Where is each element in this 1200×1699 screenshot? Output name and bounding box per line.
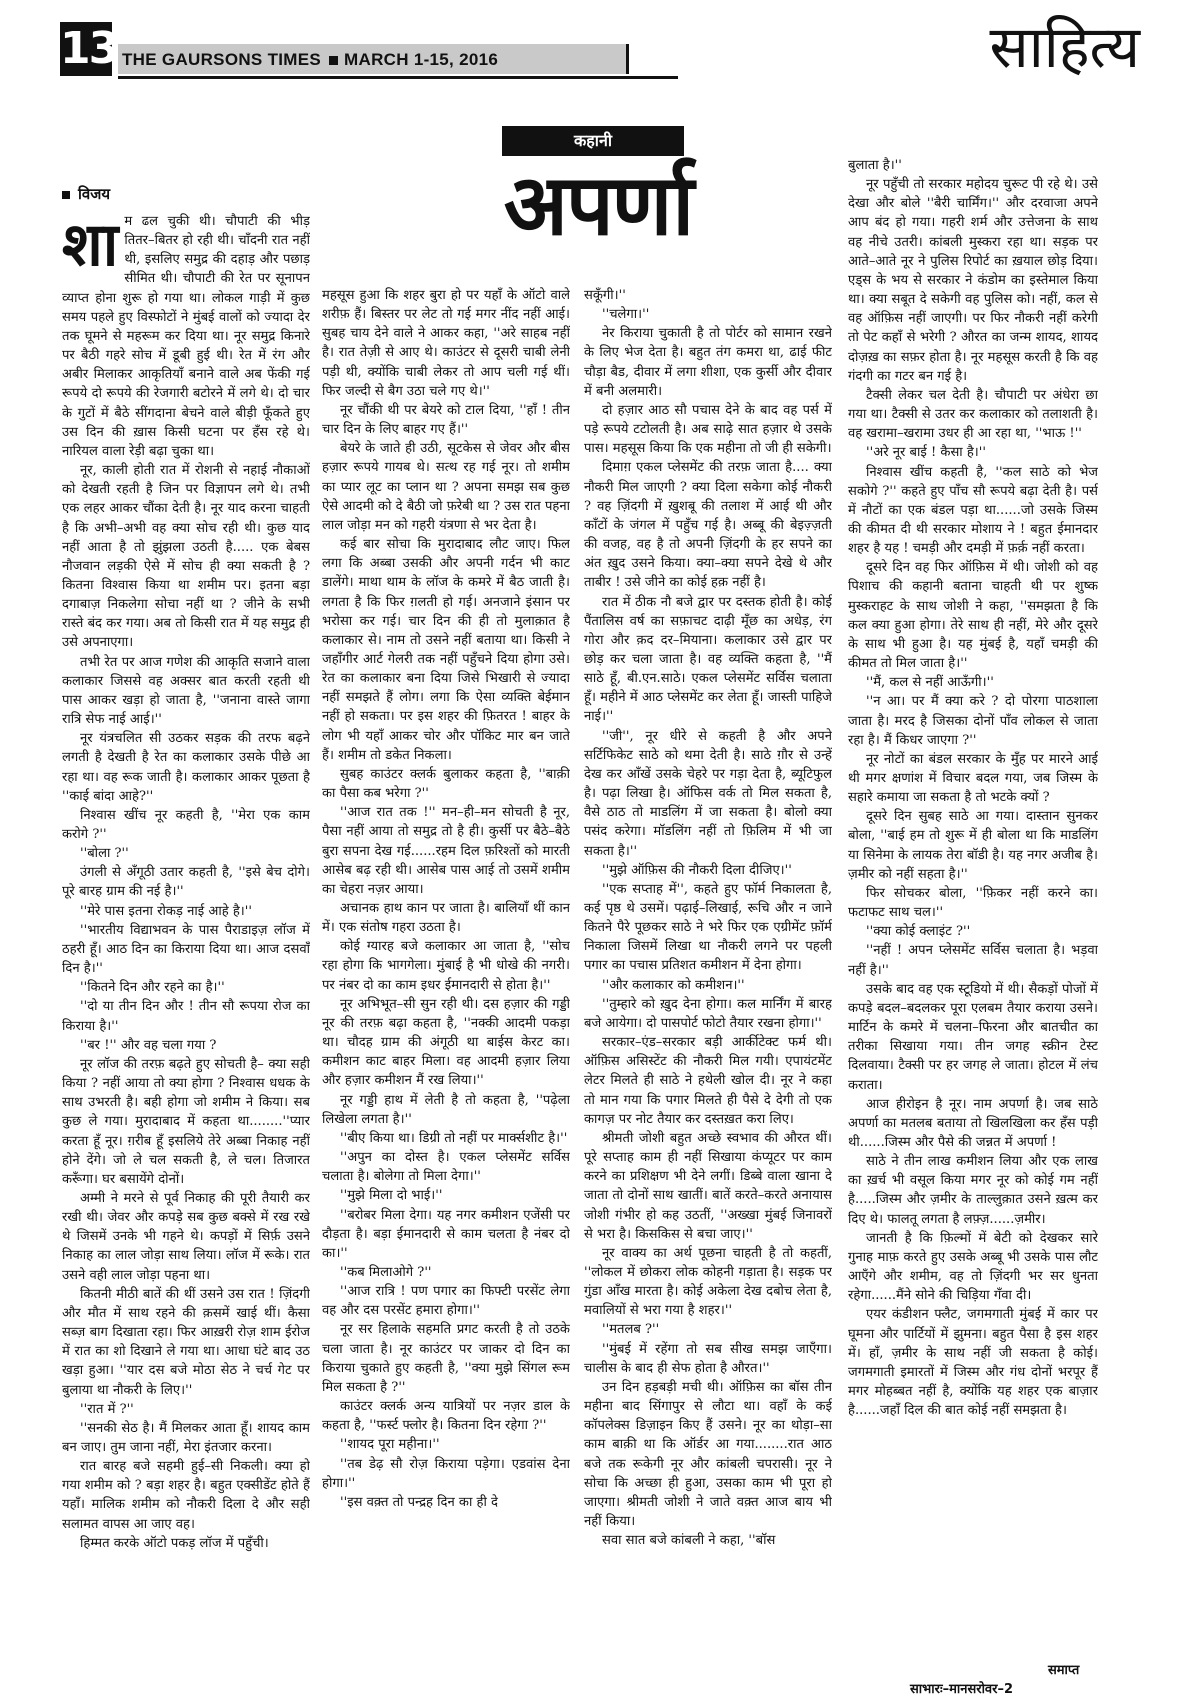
story-paragraph: काउंटर क्लर्क अन्य यात्रियों पर नज़र डाल के कहता है, ''फर्स्ट फ्लोर है। कितना दिन रहेगा ?'' [322,1399,570,1434]
story-paragraph: महसूस हुआ कि शहर बुरा हो पर यहाँ के ऑटो वाले शरीफ़ हैं। बिस्तर पर लेट तो गई मगर नींद नहीं आई। सुबह चाय देने वाले ने आकर कहा, ''अरे साहब नहीं है। रात तेज़ी से आए थे। काउंटर से दूसरी चाबी लेनी पड़ी थी, क्योंकि चाबी लेकर तो आप चली गई थीं। फिर जल्दी से बैग उठा चले गए थे।'' [322,288,570,399]
story-paragraph: सुबह काउंटर क्लर्क बुलाकर कहता है, ''बाक़ी का पैसा कब भरेगा ?'' [322,766,570,802]
story-paragraph: ''एक सप्ताह में'', कहते हुए फॉर्म निकालता है, कई पृष्ठ थे उसमें। पढ़ाई–लिखाई, रूचि और न जाने कितने पैरे पूछकर साठे ने भरे फिर एक एग्रीमेंट फ़ॉर्म निकाला जिसमें लिखा था नौकरी लगने पर पहली पगार का पचास प्रतिशत कमीशन में देना होगा। [584,881,832,974]
story-paragraph: ''मैं, कल से नहीं आऊँगी।'' [866,675,994,691]
story-paragraph: हिम्मत करके ऑटो पकड़ लॉज में पहुँची। [80,1535,269,1551]
story-paragraph: उसके बाद वह एक स्टूडियो में थी। सैकड़ों पोजों में कपड़े बदल–बदलकर पूरा एलबम तैयार कराया उसने। मार्टिन के कमरे में चलना–फिरना और बातचीत का तरीका सिखाया गया। तीन जगह स्क्रीन टेस्ट दिलवाया। टैक्सी पर हर जगह ले जाता। होटल में लंच कराता। [848,981,1098,1093]
story-paragraph: ''आज रात्रि ! पण पगार का फिफ्टी परसेंट लेगा वह और दस परसेंट हमारा होगा।'' [322,1284,570,1319]
story-paragraph: सरकार–एंड–सरकार बड़ी आर्कीटेक्ट फर्म थी। ऑफ़िस असिस्टेंट की नौकरी मिल गयी। एपायंटमेंट लेटर मिलते ही साठे ने हथेली खोल दी। नूर ने कहा तो मान गया कि पगार मिलते ही पैसे दे देगी तो एक कागज़ पर नोट तैयार कर दस्तख़त करा लिए। [584,1035,832,1127]
dropcap: शा [62,212,119,280]
story-paragraph: ''नहीं ! अपन प्लेसमेंट सर्विस चलाता है। भड़वा नहीं है।'' [848,943,1098,978]
story-paragraph: ''दो या तीन दिन और ! तीन सौ रूपया रोज का किराया है।'' [62,999,310,1034]
square-bullet-icon [62,191,70,199]
story-paragraph: ''तब डेढ़ सौ रोज़ किराया पड़ेगा। एडवांस देना होगा।'' [322,1456,570,1491]
story-paragraph: सकूँगी।'' [584,288,626,303]
story-paragraph: ''भारतीय विद्याभवन के पास पैराडाइज़ लॉज में ठहरी हूँ। आठ दिन का किराया दिया था। आज दसवाँ दिन है।'' [62,922,310,977]
story-paragraph: ''तुम्हारे को ख़ुद देना होगा। कल मार्निंग में बारह बजे आयेगा। दो पासपोर्ट फोटो तैयार रखना होगा।'' [584,996,832,1031]
story-paragraph: कोई ग्यारह बजे कलाकार आ जाता है, ''सोच रहा होगा कि भागगेला। मुंबाई है भी धोखे की नगरी। पर नंबर दो का काम इधर ईमानदारी से होता है।'' [322,939,570,993]
story-paragraph: रात बारह बजे सहमी हुई–सी निकली। क्या हो गया शमीम को ? बड़ा शहर है। बहुत एक्सीडेंट होते हैं यहाँ। मालिक शमीम को नौकरी दिला दे और सही सलामत वापस आ जाए वह। [62,1459,310,1532]
story-paragraph: बेयरे के जाते ही उठी, सूटकेस से जेवर और बीस हज़ार रूपये गायब थे। सत्थ रह गई नूर। तो शमीम का प्यार लूट का प्लान था ? अपना समझ सब कुछ ऐसे आदमी को दे बैठी जो फ़रेबी था ? उस रात पहना लाल जोड़ा मन को गहरी यंत्रणा से भर देता है। [322,441,570,533]
story-column-4 [848,156,1098,1658]
story-column-2 [322,286,570,1694]
story-paragraph: बुलाता है।'' [848,158,902,173]
story-paragraph: निश्वास खींच नूर कहती है, ''मेरा एक काम करोगे ?'' [62,807,310,842]
square-bullet-icon [329,56,338,65]
story-column-3 [584,286,832,1694]
story-paragraph: म ढल चुकी थी। चौपाटी की भीड़ तितर–बितर हो रही थी। चाँदनी रात नहीं थी, इसलिए समुद्र की दहाड़ और पछाड़ सीमित थी। चौपाटी की रेत पर सूनापन व्याप्त होना शुरू हो गया था। लोकल गाड़ी में कुछ समय पहले हुए विस्फोटों ने मुंबई वालों को ज्यादा देर तक घूमने से महरूम कर दिया था। नूर समुद्र किनारे पर बैठी गहरे सोच में डूबी हुई थी। रेत में रंग और अबीर मिलाकर आकृतियाँ बनाने वाले अब फेंकी गई रूपये दो रूपये की रेजगारी बटोरने में लगे थे। दो चार के गुटों में बैठे सींगदाना बेचने वाले बीड़ी फूँकते हुए उस दिन की ख़ास किसी घटना पर हँस रहे थे। नारियल वाला रेड़ी बढ़ा चुका था। [62,214,310,459]
story-paragraph: ''मुंबई में रहेंगा तो सब सीख समझ जाएँगा। चालीस के बाद ही सेफ होता है औरत।'' [584,1341,832,1376]
story-paragraph: ''बीए किया था। डिग्री तो नहीं पर मार्क्सशीट है।'' [340,1130,568,1146]
story-paragraph: कई बार सोचा कि मुरादाबाद लौट जाए। फिल लगा कि अब्बा उसकी और अपनी गर्दन भी काट डालेंगे। माथा थाम के लॉज के कमरे में बैठ जाती है। लगता है कि फिर ग़लती हो गई। अनजाने इंसान पर भरोसा कर गई। चार दिन की ही तो मुलाक़ात है कलाकार से। नाम तो उसने नहीं बताया था। किसी ने जहाँगीर आर्ट गेलरी तक नहीं पहुँचने दिया होगा उसे। रेत का कलाकार बना दिया जिसे भिखारी से ज्यादा नहीं समझते हैं लोग। लगा कि ऐसा व्यक्ति बेईमान नहीं हो सकता। पर इस शहर की फ़ितरत ! बाहर के लोग भी यहाँ आकर चोर और पॉकिट मार बन जाते हैं। शमीम तो डकेत निकला। [322,537,570,763]
story-paragraph: ''इस वक़्त तो पन्द्रह दिन का ही दे [340,1494,498,1510]
story-paragraph: दूसरे दिन सुबह साठे आ गया। दास्तान सुनकर बोला, ''बाई हम तो शुरू में ही बोला था कि माडलिंग या सिनेमा के लायक तेरा बॉडी है। यह नगर अजीब है। ज़मीर को नहीं सहता है।'' [848,809,1098,882]
publication-name: THE GAURSONS TIMES [122,50,322,69]
story-paragraph: ''चलेगा।'' [602,307,650,323]
story-paragraph: नूर, काली होती रात में रोशनी से नहाई नौकाओं को देखती रहती है जिन पर विज्ञापन लगे थे। तभी एक लहर आकर चौंका देती है। नूर याद करना चाहती है कि अभी–अभी वह क्या सोच रही थी। कुछ याद नहीं आता है तो झुंझला उठती है..... एक बेबस नौजवान लड़की ऐसे में सोच ही क्या सकती है ? कितना विश्वास किया था शमीम पर। इतना बड़ा दगाबाज़ निकलेगा सोचा नहीं था ? जीने के सभी रास्ते बंद कर गया। अब तो किसी रात में यह समुद्र ही उसे अपनाएगा। [62,463,310,651]
story-paragraph: ''कितने दिन और रहने का है।'' [80,980,225,996]
story-paragraph: जानती है कि फ़िल्मों में बेटी को देखकर सारे गुनाह माफ़ करते हुए उसके अब्बू भी उसके पास लौट आएँगे और शमीम, वह तो ज़िंदगी भर सर धुनता रहेगा......मैंने सोने की चिड़िया गँवा दी। [848,1230,1098,1304]
story-paragraph: नूर गड्डी हाथ में लेती है तो कहता है, ''पढ़ेला लिखेला लगता है।'' [322,1092,570,1127]
page-number: 13 [60,23,118,74]
story-paragraph: अचानक हाथ कान पर जाता है। बालियाँ थीं कान में। एक संतोष गहरा उठता है। [322,901,570,936]
story-paragraph: नूर सर हिलाके सहमति प्रगट करती है तो उठके चला जाता है। नूर काउंटर पर जाकर दो दिन का किराया चुकाते हुए कहती है, ''क्या मुझे सिंगल रूम मिल सकता है ?'' [322,1322,570,1395]
story-paragraph: दूसरे दिन वह फिर ऑफ़िस में थी। जोशी को वह पिशाच की कहानी बताना चाहती थी पर शुष्क मुस्कराहट के साथ जोशी ने कहा, ''समझता है कि कल क्या हुआ होगा। तेरे साथ ही नहीं, मेरे और दूसरे के साथ भी हुआ है। यह मुंबई है, यहाँ चमड़ी की कीमत तो मिल जाता है।'' [848,560,1098,672]
story-paragraph: ''मुझे ऑफ़िस की नौकरी दिला दीजिए।'' [602,862,792,878]
header-rule [118,76,678,79]
category-label: कहानी [502,126,684,156]
story-paragraph: ''शायद पूरा महीना।'' [340,1437,440,1453]
story-paragraph: एयर कंडीशन फ्लैट, जगमगाती मुंबई में कार पर घूमना और पार्टियों में झुमना। बहुत पैसा है इस शहर में। हाँ, ज़मीर के साथ नहीं जी सकता है कोई। जगमगाती इमारतों में जिस्म और गंध दोनों भरपूर हैं मगर मोहब्बत नहीं है, क्योंकि यह शहर एक बाज़ार है......जहाँ दिल की बात कोई नहीं समझता है। [848,1307,1098,1419]
story-paragraph: नूर अभिभूत–सी सुन रही थी। दस हज़ार की गड्डी नूर की तरफ़ बढ़ा कहता है, ''नक्की आदमी पकड़ा था। चौदह ग्राम की अंगूठी था बाईस केरट का। कमीशन काट बाहर मिला। वह आदमी हज़ार लिया और हज़ार कमीशन मैं रख लिया।'' [322,996,570,1089]
issue-date: MARCH 1-15, 2016 [344,50,499,69]
story-paragraph: कितनी मीठी बातें की थीं उसने उस रात ! ज़िंदगी और मौत में साथ रहने की क़समें खाई थीं। कैसा सब्ज़ बाग दिखाता रहा। फिर आख़री रोज़ शाम ईरोज में रात का शो दिखाने ले गया था। आधा घंटे बाद उठ खड़ा हुआ। ''यार दस बजे मोठा सेठ ने चर्च गेट पर बुलाया था नौकरी के लिए।'' [62,1286,310,1398]
story-column-1 [62,212,310,1694]
story-paragraph: ''अपुन का दोस्त है। एकल प्लेसमेंट सर्विस चलाता है। बोलेगा तो मिला देगा।'' [322,1150,570,1185]
story-paragraph: सवा सात बजे कांबली ने कहा, ''बॉस [602,1533,776,1549]
author-byline [62,184,110,204]
author-name: विजय [78,185,111,203]
end-mark: समाप्त [1048,1663,1080,1678]
credit-line: साभारः–मानसरोवर–2 [910,1682,1014,1697]
story-title: अपर्णा [503,156,693,254]
story-paragraph: ''क्या कोई क्लाइंट ?'' [866,924,971,940]
page-header [60,13,1140,82]
story-paragraph: ''और कलाकार को कमीशन।'' [602,977,745,993]
story-paragraph: नूर नोटों का बंडल सरकार के मुँह पर मारने आई थी मगर क्षणांश में विचार बदल गया, जब जिस्म के सहारे कमाया जा सकता है तो भटके क्यों ? [848,751,1098,806]
story-paragraph: ''रात में ?'' [80,1401,134,1417]
story-paragraph: दिमाग़ एकल प्लेसमेंट की तरफ़ जाता है.... क्या नौकरी मिल जाएगी ? क्या दिला सकेगा कोई नौकरी ? वह ज़िंदगी में ख़ुशबू की तलाश में आई थी और काँटों के जंगल में पहुँच गई है। अब्बू की बेइज़्ज़ती की वजह, वह है तो अपनी ज़िंदगी के हर सपने का अंत ख़ुद उसने किया। क्या–क्या सपने देखे थे और ताबीर ! उसे जीने का कोई हक़ नहीं है। [584,460,832,591]
story-paragraph: टैक्सी लेकर चल देती है। चौपाटी पर अंधेरा छा गया था। टैक्सी से उतर कर कलाकार को तलाशती है। वह खरामा–खरामा उधर ही आ रहा था, ''भाऊ !'' [848,387,1098,442]
section-title: साहित्य [989,13,1140,81]
story-paragraph: नूर पहुँची तो सरकार महोदय चुरूट पी रहे थे। उसे देखा और बोले ''बैरी चार्मिंग।'' और दरवाजा अपने आप बंद हो गया। गहरी शर्म और उत्तेजना के साथ वह नीचे उतरी। कांबली मुस्करा रहा था। सड़क पर आते–आते नूर ने पुलिस रिपोर्ट का ख़याल छोड़ दिया। एड्स के भय से सरकार ने कंडोम का इस्तेमाल किया था। क्या सबूत दे सकेगी वह पुलिस को। नहीं, कल से वह ऑफ़िस नहीं जाएगी। पर फिर नौकरी नहीं करेगी तो पेट कहाँ से भरेगी ? औरत का जन्म शायद, शायद दोज़ख़ का सफ़र होता है। नूर महसूस करती है कि वह गंदगी का गटर बन गई है। [848,177,1098,384]
story-paragraph: नूर यंत्रचलित सी उठकर सड़क की तरफ बढ़ने लगती है देखती है रेत का कलाकार उसके पीछे आ रहा था। वह रूक जाती है। कलाकार आकर पूछता है ''काई बांदा आहे?'' [62,731,310,804]
story-paragraph: ''मेरे पास इतना रोकड़ नाई आहे है।'' [80,903,252,919]
story-paragraph: अम्मी ने मरने से पूर्व निकाह की पूरी तैयारी कर रखी थी। जेवर और कपड़े सब कुछ बक्से में रख रखे थे जिसमें उनके भी गहने थे। कपड़ों में सिर्फ़ उसने निकाह का लाल जोड़ा साथ लिया। लॉज में रूके। रात उसने वही लाल जोड़ा पहना था। [62,1190,310,1283]
story-paragraph: ''सनकी सेठ है। मैं मिलकर आता हूँ। शायद काम बन जाए। तुम जाना नहीं, मेरा इंतजार करना। [62,1420,310,1455]
story-paragraph: ''कब मिलाओगे ?'' [340,1264,432,1280]
masthead [122,50,498,70]
story-paragraph: नूर वाक्य का अर्थ पूछना चाहती है तो कहतीं, ''लोकल में छोकरा लोक कोहनी गड़ाता है। सड़क पर गुंडा आँख मारता है। कोई अकेला देख दबोच लेता है, मवालियों से भरा गया है शहर।'' [584,1245,832,1319]
story-paragraph: ''बर !'' और वह चला गया ? [80,1037,217,1053]
story-paragraph: ''जी'', नूर धीरे से कहती है और अपने सर्टिफिकेट साठे को थमा देती है। साठे ग़ौर से उन्हें देख कर आँखें उसके चेहरे पर गड़ा देता है, ब्यूटिफुल है। पढ़ा लिखा है। ऑफिस वर्क तो मिल सकता है, वैसे ठाठ तो माडलिंग में जा सकता है। बोलो क्या पसंद करेगा। मॉडलिंग नहीं तो फ़िलिम में भी जा सकता है।'' [584,728,832,859]
story-paragraph: निश्वास खींच कहती है, ''कल साठे को भेज सकोगे ?'' कहते हुए पाँच सौ रूपये बढ़ा देती है। पर्स में नौटों का एक बंडल पड़ा था......जो उसके जिस्म की कीमत दी थी सरकार मोशाय ने ! बहुत ईमानदार शहर है यह ! चमड़ी और दमड़ी में फ़र्क़ नहीं करता। [848,464,1098,557]
story-paragraph: नूर चौंकी थी पर बेयरे को टाल दिया, ''हाँ ! तीन चार दिन के लिए बाहर गए हैं।'' [322,402,570,438]
story-paragraph: दो हज़ार आठ सौ पचास देने के बाद वह पर्स में पड़े रूपये टटोलती है। अब साढ़े सात हज़ार थे उसके पास। महसूस किया कि एक महीना तो जी ही सकेगी। [584,402,832,457]
story-paragraph: श्रीमती जोशी बहुत अच्छे स्वभाव की औरत थीं। पूरे सप्ताह काम ही नहीं सिखाया कंप्यूटर पर काम करने का प्रशिक्षण भी देने लगीं। डिब्बे वाला खाना दे जाता तो दोनों साथ खातीं। बातें करते–करते अनायास जोशी गंभीर हो कह उठतीं, ''अख्खा मुंबई जिनावरों से भरा है। किसकिस से बचा जाए।'' [584,1130,832,1242]
story-paragraph: नूर लॉज की तरफ़ बढ़ते हुए सोचती है– क्या सही किया ? नहीं आया तो क्या होगा ? निश्वास धधक के साथ उभरती है। बही होगा जो शमीम ने किया। सब कुछ ले गया। मुरादाबाद में कहता था........''प्यार करता हूँ नूर। ग़रीब हूँ इसलिये तेरे अब्बा निकाह नहीं होने देंगे। जो ले चल सकती है, ले चल। तिजारत करूँगा। घर बसायेंगे दोनों। [62,1056,310,1187]
story-paragraph: ''आज रात तक !'' मन–ही–मन सोचती है नूर, पैसा नहीं आया तो समुद्र तो है ही। कुर्सी पर बैठे–बैठे बुरा सपना देख गई......रहम दिल फ़रिश्तों को मारती आसेब बढ़ रही थी। आसेब पास आई तो उसमें शमीम का चेहरा नज़र आया। [322,805,570,897]
story-paragraph: ''मुझे मिला दो भाई।'' [340,1188,443,1204]
story-paragraph: उन दिन हड़बड़ी मची थी। ऑफ़िस का बॉस तीन महीना बाद सिंगापुर से लौटा था। वहाँ के कई कॉपलेक्स डिज़ाइन किए हैं उसने। नूर का थोड़ा–सा काम बाक़ी था कि ऑर्डर आ गया........रात आठ बजे तक रूकेगी नूर और कांबली चपरासी। नूर ने सोचा कि अच्छा ही हुआ, उसका काम भी पूरा हो जाएगा। श्रीमती जोशी ने जाते वक़्त आज बाय भी नहीं किया। [584,1379,832,1529]
story-paragraph: ''न आ। पर मैं क्या करे ? दो पोरगा पाठशाला जाता है। मरद है जिसका दोनों पाँव लोकल से जाता रहा है। मैं किधर जाएगा ?'' [848,694,1098,748]
story-paragraph: ''बरोबर मिला देगा। यह नगर कमीशन एजेंसी पर दौड़ता है। बड़ा ईमानदारी से काम चलता है नंबर दो का।'' [322,1207,570,1261]
story-paragraph: आज हीरोइन है नूर। नाम अपर्णा है। जब साठे अपर्णा का मतलब बताया तो खिलखिला कर हँस पड़ी थी......जिस्म और पैसे की जन्नत में अपर्णा ! [848,1096,1098,1150]
story-paragraph: नेर किराया चुकाती है तो पोर्टर को सामान रखने के लिए भेज देता है। बहुत तंग कमरा था, ढाई फीट चौड़ा बैड, दीवार में लगा शीशा, एक कुर्सी और दीवार में बनी अलमारी। [584,326,832,399]
story-paragraph: तभी रेत पर आज गणेश की आकृति सजाने वाला कलाकार जिससे वह अक्सर बात करती रहती थी पास आकर खड़ा हो जाता है, ''जनाना वास्ते जागा रात्रि सेफ नाई आई।'' [62,654,310,728]
story-paragraph: फिर सोचकर बोला, ''फ़िकर नहीं करने का। फटाफट साथ चल।'' [848,885,1098,921]
story-paragraph: ''मतलब ?'' [602,1322,660,1338]
story-paragraph: साठे ने तीन लाख कमीशन लिया और एक लाख का ख़र्च भी वसूल किया मगर नूर को कोई गम नहीं है.....जिस्म और ज़मीर के ताल्लुक़ात उसने ख़त्म कर दिए थे। फालतू लगता है लफ़्ज़......ज़मीर। [848,1154,1098,1227]
story-paragraph: ''अरे नूर बाई ! कैसा है।'' [866,445,986,461]
story-paragraph: रात में ठीक नौ बजे द्वार पर दस्तक होती है। कोई पैंतालिस वर्ष का सफ़ाचट दाढ़ी मूँछ का अधेड़, रंग गोरा और क़द दर–मियाना। कलाकार उसे द्वार पर छोड़ कर चला जाता है। वह व्यक्ति कहता है, ''मैं साठे हूँ, बी.एन.साठे। एकल प्लेसमेंट सर्विस चलाता हूँ। महीने में आठ प्लेसमेंट कर लेता हूँ। जास्ती पाहिजे नाई।'' [584,594,832,725]
story-paragraph: उंगली से अँगूठी उतार कहती है, ''इसे बेच दोगे। पूरे बारह ग्राम की नई है।'' [62,865,310,900]
story-paragraph: ''बोला ?'' [80,846,129,862]
